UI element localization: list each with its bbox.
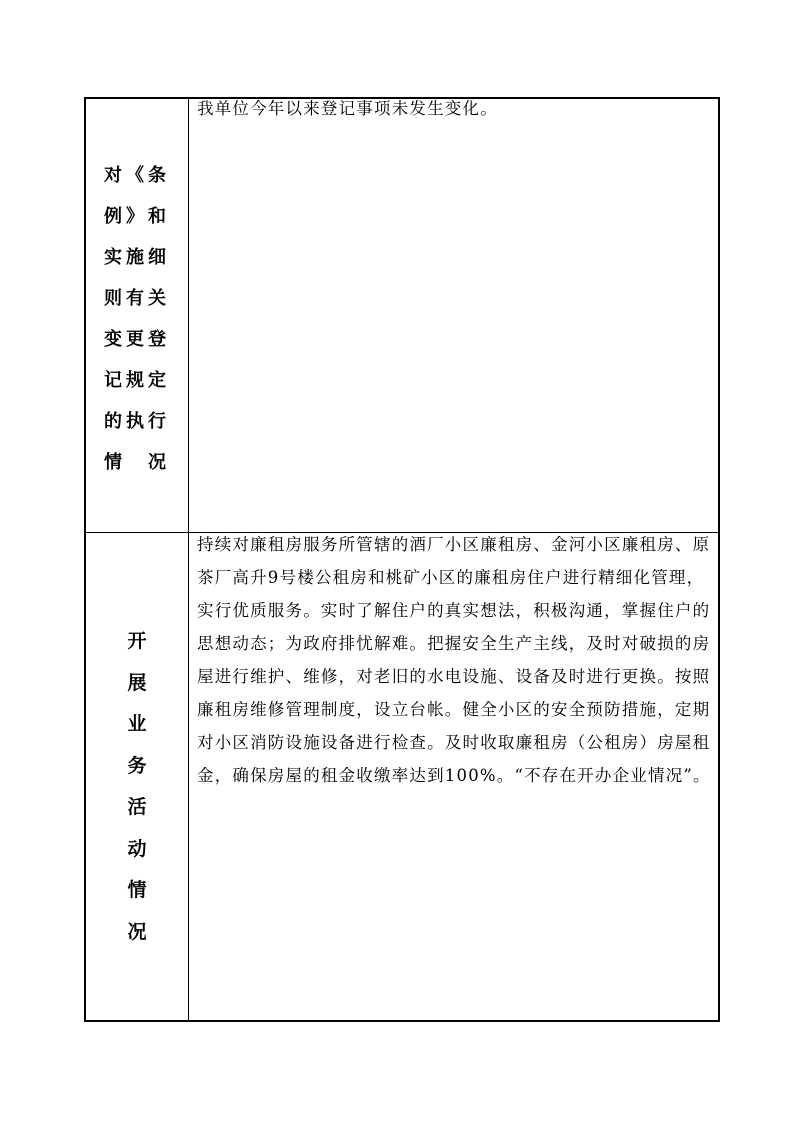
label-line: 记规定	[104, 370, 170, 391]
registration-changes-row	[86, 99, 718, 533]
label-line: 例》和	[104, 206, 170, 227]
label-line: 的执行	[104, 411, 170, 432]
label-char: 活	[127, 796, 147, 818]
label-char: 动	[127, 837, 147, 860]
label-line: 对《条	[104, 165, 170, 186]
label-char: 情	[127, 879, 147, 901]
business-activities-text: 持续对廉租房服务所管辖的酒厂小区廉租房、金河小区廉租房、原茶厂高升9号楼公租房和桃矿小区的廉租房住户进行精细化管理，实行优质服务。实时了解住户的真实想法，积极沟通，掌握住户的思想动态；为政府排忧解难。把握安全生产主线，及时对破损的房屋进行维护、维修，对老旧的水电设施、设备及时进行更换。按照廉租房维修管理制度，设立台帐。健全小区的安全预防措施，定期对小区消防设施设备进行检查。及时收取廉租房（公租房）房屋租金，确保房屋的租金收缴率达到100%。“不存在开办企业情况”。	[197, 535, 711, 785]
registration-changes-label-cell	[86, 99, 189, 532]
label-line: 情 况	[104, 452, 170, 473]
label-char: 业	[127, 713, 147, 735]
business-activities-label	[86, 621, 188, 953]
label-char: 况	[127, 920, 147, 943]
label-char: 开	[127, 630, 147, 652]
label-line: 变更登	[104, 329, 170, 350]
label-line: 实施细	[104, 247, 170, 268]
business-activities-content-cell	[189, 533, 718, 1020]
business-activities-row	[86, 533, 718, 1020]
business-activities-label-cell	[86, 533, 189, 1020]
registration-changes-label	[104, 155, 174, 483]
registration-changes-content-cell	[189, 99, 718, 532]
label-line: 则有关	[104, 288, 170, 309]
registration-changes-text: 我单位今年以来登记事项未发生变化。	[197, 99, 498, 118]
report-form-table	[84, 97, 720, 1022]
label-char: 务	[127, 754, 147, 777]
label-char: 展	[127, 671, 147, 694]
